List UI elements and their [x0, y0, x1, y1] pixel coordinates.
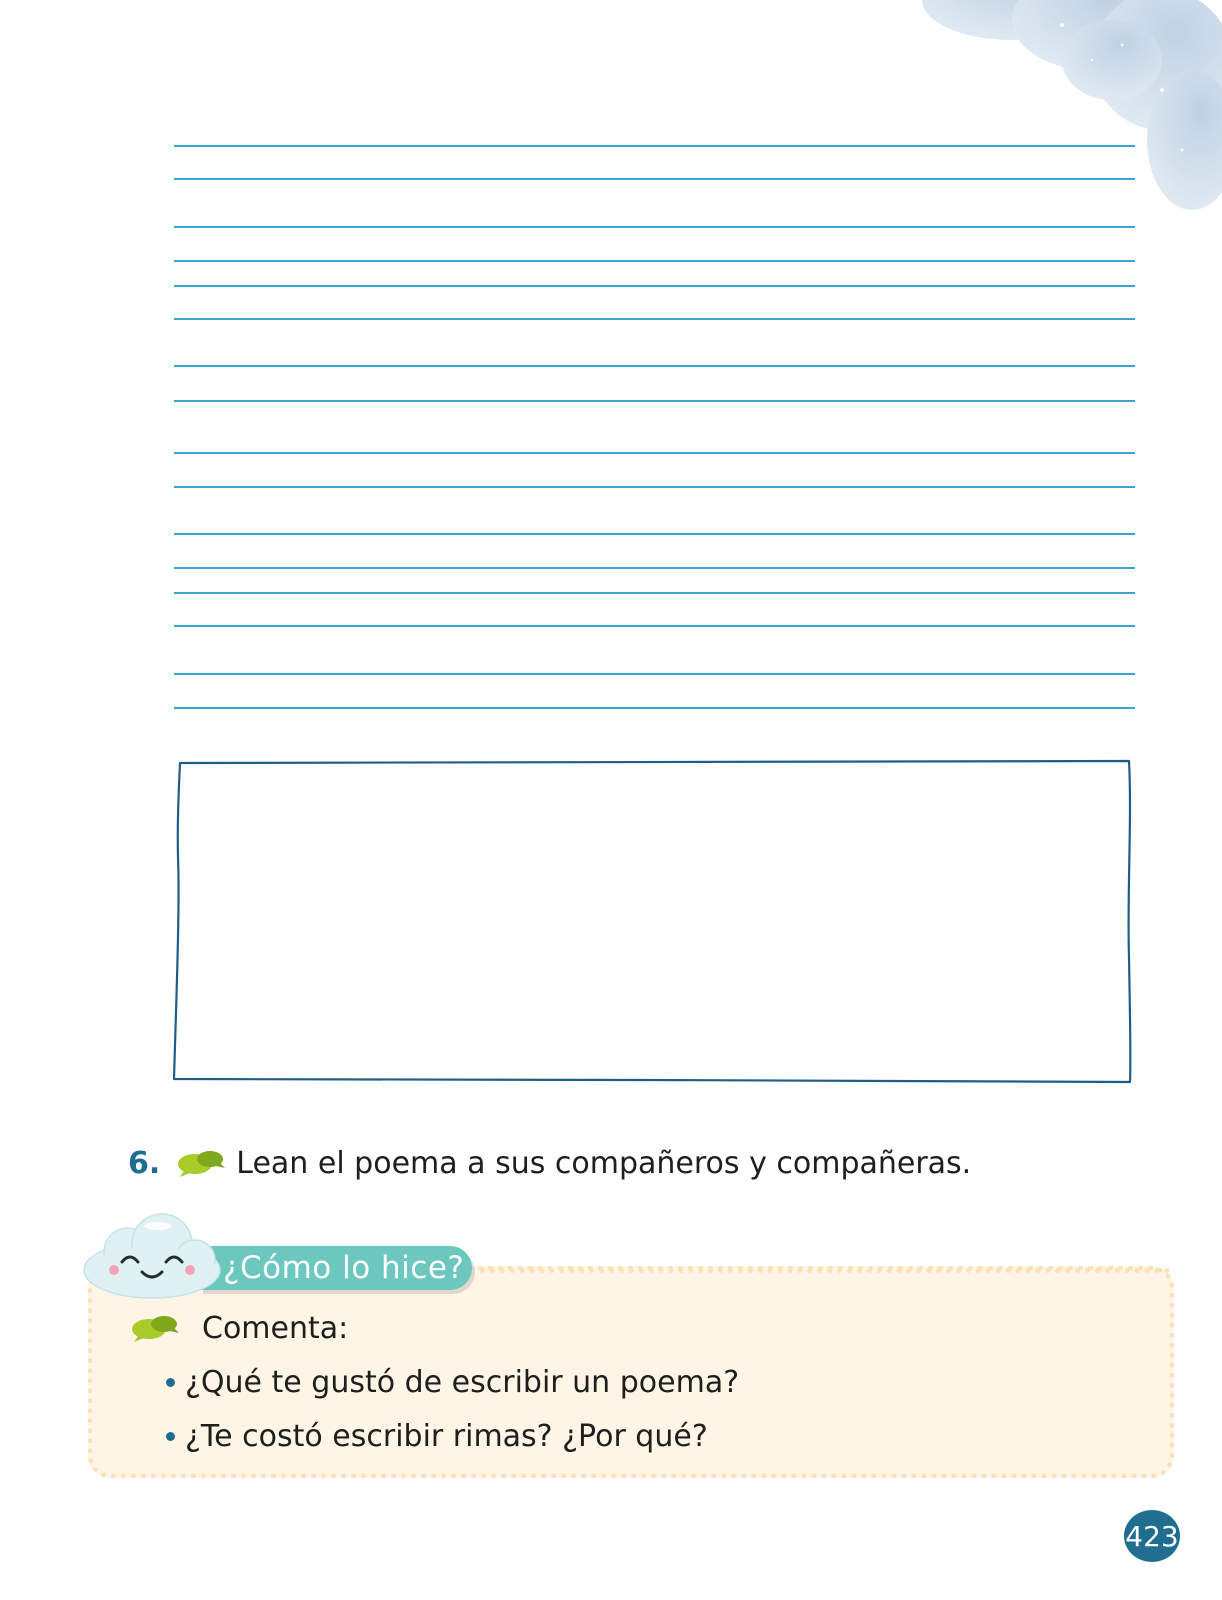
- writing-line[interactable]: [174, 592, 1135, 594]
- reflection-section: [0, 1210, 1222, 1490]
- writing-line[interactable]: [174, 452, 1135, 454]
- drawing-box[interactable]: [172, 757, 1138, 1087]
- reflection-title: ¿Cómo lo hice?: [223, 1250, 465, 1286]
- writing-line[interactable]: [174, 285, 1135, 287]
- page-number: 423: [1125, 1519, 1179, 1553]
- page-number-badge: [1124, 1510, 1180, 1562]
- talk-bubbles-icon: [130, 1314, 180, 1342]
- writing-line[interactable]: [174, 365, 1135, 367]
- activity-instruction: Lean el poema a sus compañeros y compañeras.: [236, 1145, 972, 1181]
- writing-lines: [174, 0, 1135, 720]
- talk-bubbles-icon: [176, 1149, 226, 1177]
- smiling-cloud-icon: [80, 1210, 225, 1302]
- bullet-icon: [166, 1432, 175, 1441]
- writing-line[interactable]: [174, 400, 1135, 402]
- writing-line[interactable]: [174, 486, 1135, 488]
- writing-line[interactable]: [174, 673, 1135, 675]
- writing-line[interactable]: [174, 145, 1135, 147]
- comenta-row: [130, 1308, 348, 1348]
- writing-line[interactable]: [174, 318, 1135, 320]
- writing-line[interactable]: [174, 260, 1135, 262]
- question-item: [166, 1362, 739, 1402]
- writing-line[interactable]: [174, 533, 1135, 535]
- dotted-rule: [480, 1268, 1170, 1273]
- activity-number: 6.: [128, 1145, 161, 1181]
- bullet-icon: [166, 1378, 175, 1387]
- question-text: ¿Te costó escribir rimas? ¿Por qué?: [185, 1418, 708, 1454]
- writing-line[interactable]: [174, 567, 1135, 569]
- question-text: ¿Qué te gustó de escribir un poema?: [185, 1364, 740, 1400]
- writing-line[interactable]: [174, 226, 1135, 228]
- comenta-label: Comenta:: [202, 1310, 349, 1346]
- writing-line[interactable]: [174, 707, 1135, 709]
- writing-line[interactable]: [174, 178, 1135, 180]
- activity-6: [128, 1140, 971, 1186]
- question-item: [166, 1416, 708, 1456]
- writing-line[interactable]: [174, 625, 1135, 627]
